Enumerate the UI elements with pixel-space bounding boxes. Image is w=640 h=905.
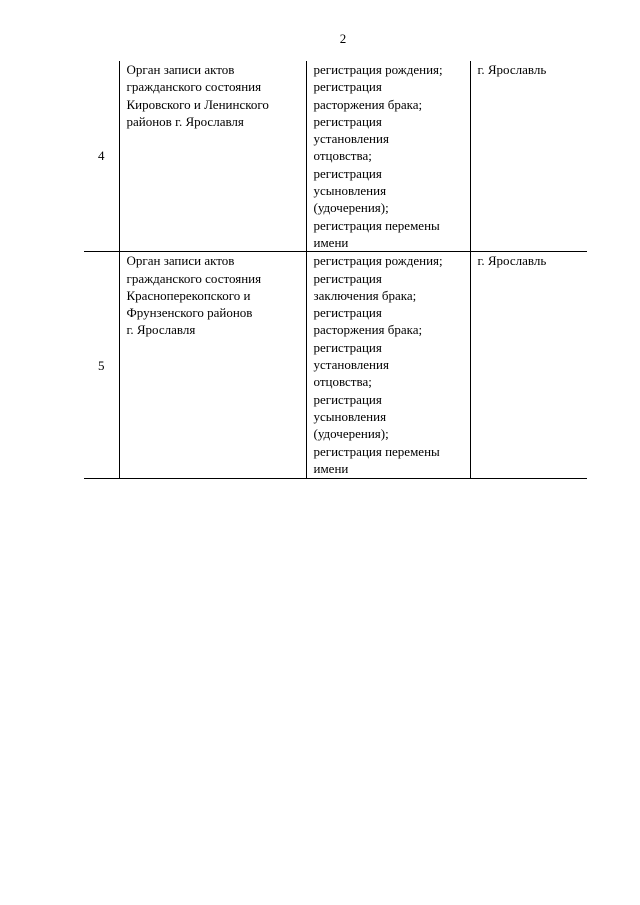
services-list: регистрация рождения; регистрация расторжения брака; регистрация установления отцовства; регистрация усыновления (удочерения); регистрация перемены имени bbox=[313, 62, 443, 250]
place-name: г. Ярославль bbox=[477, 253, 547, 269]
registry-offices-table bbox=[84, 61, 587, 479]
row-number: 4 bbox=[98, 148, 105, 164]
table-row bbox=[84, 61, 587, 252]
services-cell bbox=[306, 61, 470, 252]
row-number: 5 bbox=[98, 357, 105, 373]
organ-name: Орган записи актов гражданского состояния Кировского и Ленинского районов г. Ярославля bbox=[126, 62, 269, 129]
services-list: регистрация рождения; регистрация заключения брака; регистрация расторжения брака; регистрация установления отцовства; регистрация усыновления (удочерения); регистрация перемены имени bbox=[313, 253, 443, 476]
row-number-cell bbox=[84, 252, 119, 479]
services-cell bbox=[306, 252, 470, 479]
place-cell bbox=[470, 252, 587, 479]
row-number-cell bbox=[84, 61, 119, 252]
place-name: г. Ярославль bbox=[477, 62, 547, 77]
organ-name-cell bbox=[119, 61, 306, 252]
organ-name: Орган записи актов гражданского состояния Красноперекопского и Фрунзенского районов г. Ярославля bbox=[126, 253, 262, 338]
place-cell bbox=[470, 61, 587, 252]
organ-name-cell bbox=[119, 252, 306, 479]
page-number: 2 bbox=[339, 31, 347, 46]
table-row bbox=[84, 252, 587, 479]
